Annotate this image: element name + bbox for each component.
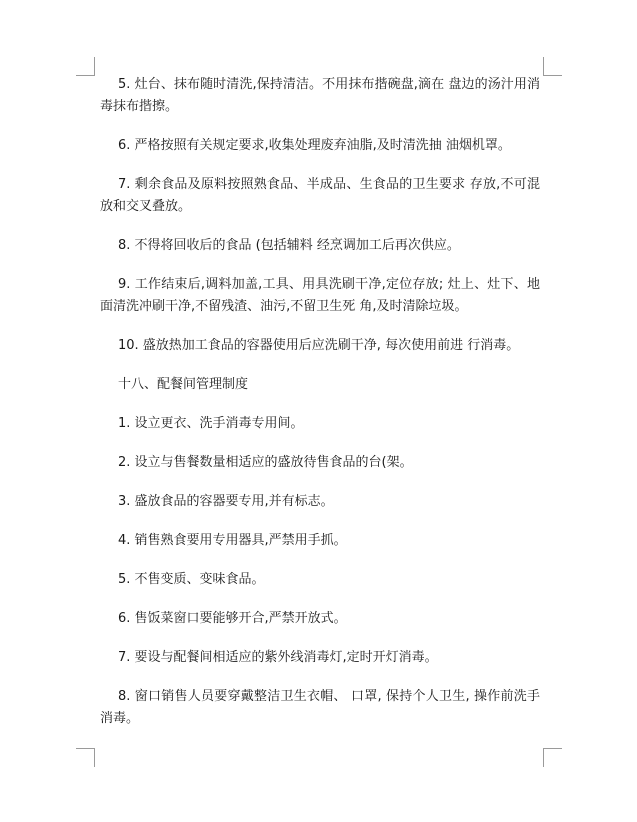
paragraph-rule-5: 5. 不售变质、变味食品。 [118, 572, 265, 587]
margin-mark-top-left [76, 57, 95, 76]
document-body [100, 74, 540, 730]
paragraph-item-8-no-reuse: 8. 不得将回收后的食品 (包括辅料 经烹调加工后再次供应。 [118, 238, 460, 253]
paragraph-rule-2: 2. 设立与售餐数量相适应的盛放待售食品的台(架。 [118, 455, 413, 470]
paragraph-item-7-food-storage: 7. 剩余食品及原料按照熟食品、半成品、生食品的卫生要求 存放,不可混放和交叉叠放。 [100, 177, 540, 214]
paragraph-rule-6: 6. 售饭菜窗口要能够开合,严禁开放式。 [118, 611, 347, 626]
margin-mark-bottom-right [543, 748, 562, 767]
paragraph-rule-7: 7. 要设与配餐间相适应的紫外线消毒灯,定时开灯消毒。 [118, 650, 438, 665]
paragraph-item-6-waste-oil: 6. 严格按照有关规定要求,收集处理废弃油脂,及时清洗抽 油烟机罩。 [118, 138, 511, 153]
paragraph-rule-8: 8. 窗口销售人员要穿戴整洁卫生衣帽、 口罩, 保持个人卫生, 操作前洗手消毒。 [100, 689, 540, 726]
paragraph-rule-4: 4. 销售熟食要用专用器具,严禁用手抓。 [118, 533, 347, 548]
paragraph-item-5-stove-cleaning: 5. 灶台、抹布随时清洗,保持清洁。不用抹布揩碗盘,滴在 盘边的汤汁用消毒抹布揩擦。 [100, 77, 540, 114]
margin-mark-bottom-left [76, 748, 95, 767]
paragraph-rule-3: 3. 盛放食品的容器要专用,并有标志。 [118, 494, 334, 509]
paragraph-item-10-container-disinfection: 10. 盛放热加工食品的容器使用后应洗刷干净, 每次使用前进 行消毒。 [118, 338, 520, 353]
margin-mark-top-right [543, 57, 562, 76]
paragraph-item-9-end-of-work: 9. 工作结束后,调料加盖,工具、用具洗刷干净,定位存放; 灶上、灶下、地面清洗冲刷干净,不留残渣、油污,不留卫生死 角,及时清除垃圾。 [100, 277, 540, 314]
section-heading: 十八、配餐间管理制度 [118, 377, 249, 392]
paragraph-rule-1: 1. 设立更衣、洗手消毒专用间。 [118, 416, 304, 431]
